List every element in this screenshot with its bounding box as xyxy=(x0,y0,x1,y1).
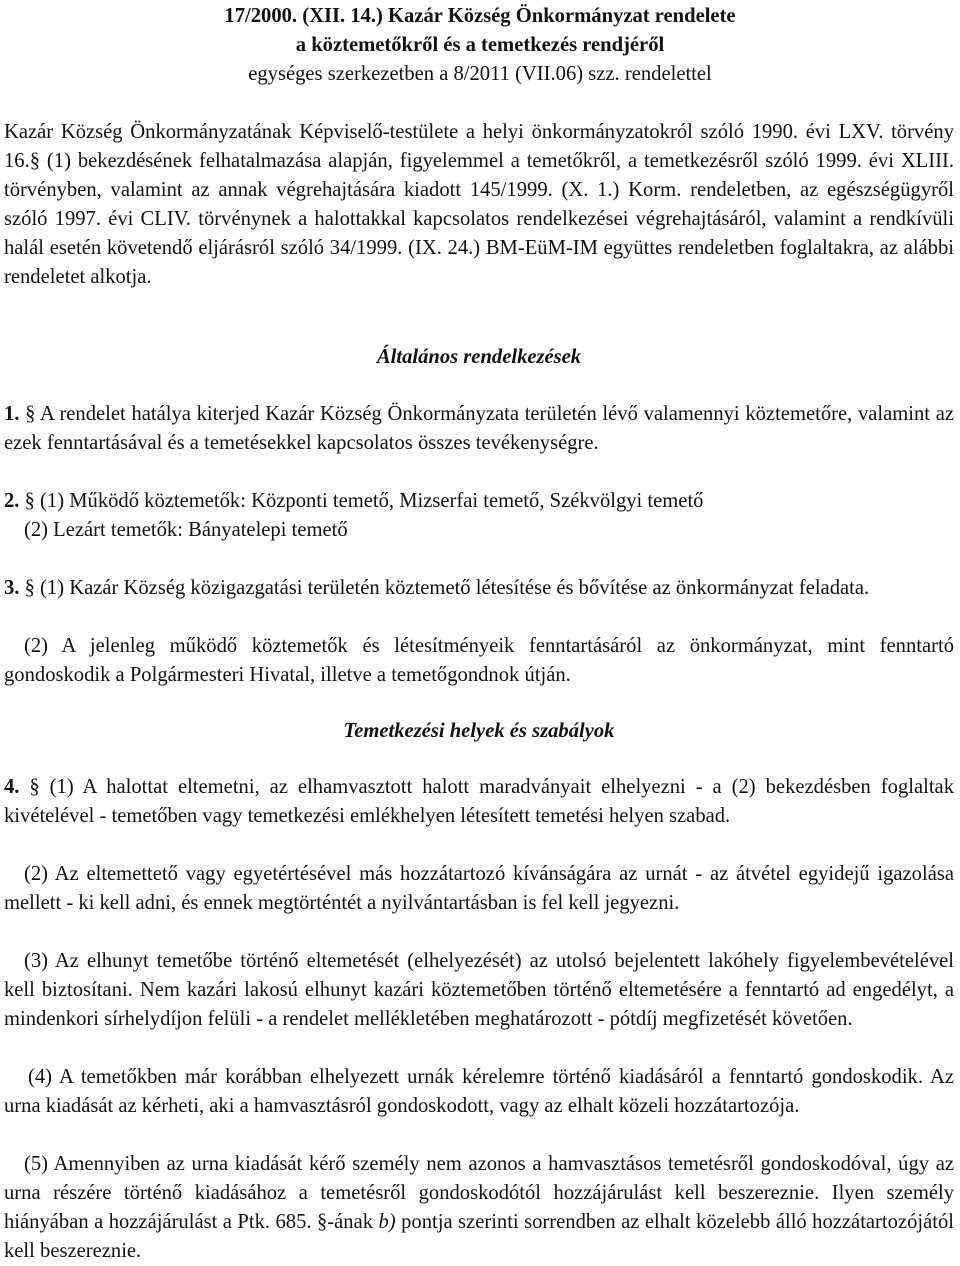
paragraph-3-sub: (2) A jelenleg működő köztemetők és létesítményeik fenntartásáról az önkormányzat, mint fenntartó gondoskodik a Polgármesteri Hivatal, illetve a temetőgondnok útján. xyxy=(4,635,954,686)
preamble: Kazár Község Önkormányzatának Képviselő-testülete a helyi önkormányzatokról szóló 1990. évi LXV. törvény 16.§ (1) bekezdésének felhatalmazása alapján, figyelemmel a temetőkről, a temetkezésről szóló 1999. évi XLIII. törvényben, valamint az annak végrehajtására kiadott 145/1999. (X. 1.) Korm. rendeletben, az egészségügyről szóló 1997. évi CLIV. törvénynek a halottakkal kapcsolatos rendelkezései végrehajtásáról, valamint a rendkívüli halál esetén követendő eljárásról szóló 34/1999. (IX. 24.) BM-EüM-IM együttes rendeletben foglaltakra, az alábbi rendeletet alkotja. xyxy=(4,121,954,288)
section-heading-places: Temetkezési helyek és szabályok xyxy=(343,720,615,742)
paragraph-number: 4. xyxy=(4,776,20,798)
paragraph-4-sub-2: (2) Az eltemettető vagy egyetértésével más hozzátartozó kívánságára az urnát - az átvétel egyidejű igazolása mellett - ki kell adni, és ennek megtörténtét a nyilvántartásban is fel kell jegyezni. xyxy=(4,863,954,914)
paragraph-number: 2. xyxy=(4,490,20,512)
paragraph-text: § (1) A halottat eltemetni, az elhamvasztott halott maradványait elhelyezni - a (2) bekezdésben foglaltak kivételével - temetőben vagy temetkezési emlékhelyen létesített temetési helyen szabad. xyxy=(4,776,954,827)
title-line-1: 17/2000. (XII. 14.) Kazár Község Önkormányzat rendelete xyxy=(224,5,736,27)
paragraph-3 xyxy=(4,574,954,603)
title-line-2: a köztemetőkről és a temetkezés rendjéről xyxy=(295,34,665,56)
paragraph-number: 3. xyxy=(4,577,20,599)
paragraph-1 xyxy=(4,400,954,458)
section-heading-general: Általános rendelkezések xyxy=(376,346,582,368)
paragraph-2-sub: (2) Lezárt temetők: Bányatelepi temető xyxy=(24,519,348,541)
paragraph-text: pontja szerinti sorrendben az elhalt közelebb álló hozzátartozójától kell beszereznie. xyxy=(4,1210,954,1262)
paragraph-text: § (1) Kazár Község közigazgatási területén köztemető létesítése és bővítése az önkormányzat feladata. xyxy=(24,577,870,599)
paragraph-4-sub-4: (4) A temetőkben már korábban elhelyezett urnák kérelemre történő kiadásáról a fenntartó gondoskodik. Az urna kiadását az kérheti, aki a hamvasztásról gondoskodott, vagy az elhalt közeli hozzátartozója. xyxy=(4,1066,954,1117)
paragraph-2 xyxy=(4,487,954,516)
paragraph-number: 1. xyxy=(4,403,20,425)
paragraph-text-italic: b) xyxy=(378,1210,396,1233)
paragraph-text: § A rendelet hatálya kiterjed Kazár Község Önkormányzata területén lévő valamennyi köztemetőre, valamint az ezek fenntartásával és a temetésekkel kapcsolatos összes tevékenységre. xyxy=(4,403,954,454)
paragraph-4 xyxy=(4,773,954,831)
paragraph-4-sub-5 xyxy=(4,1150,954,1266)
paragraph-4-sub-3: (3) Az elhunyt temetőbe történő eltemetését (elhelyezését) az utolsó bejelentett lakóhely figyelembevételével kell biztosítani. Nem kazári lakosú elhunyt kazári köztemetőben történő eltemetésére a fenntartó ad engedélyt, a mindenkori sírhelydíjon felüli - a rendelet mellékletében meghatározott - pótdíj megfizetését követően. xyxy=(4,950,954,1030)
paragraph-text: (5) Amennyiben az urna kiadását kérő személy nem azonos a hamvasztásos temetésről gondoskodóval, úgy az urna részére történő kiadásához a temetésről gondoskodótól hozzájárulást kell beszereznie. Ilyen személy hiányában a hozzájárulást a Ptk. 685. §-ának xyxy=(4,1153,954,1233)
paragraph-text: § (1) Működő köztemetők: Központi temető, Mizserfai temető, Székvölgyi temető xyxy=(24,490,704,512)
title-line-3: egységes szerkezetben a 8/2011 (VII.06) szz. rendelettel xyxy=(248,63,712,85)
